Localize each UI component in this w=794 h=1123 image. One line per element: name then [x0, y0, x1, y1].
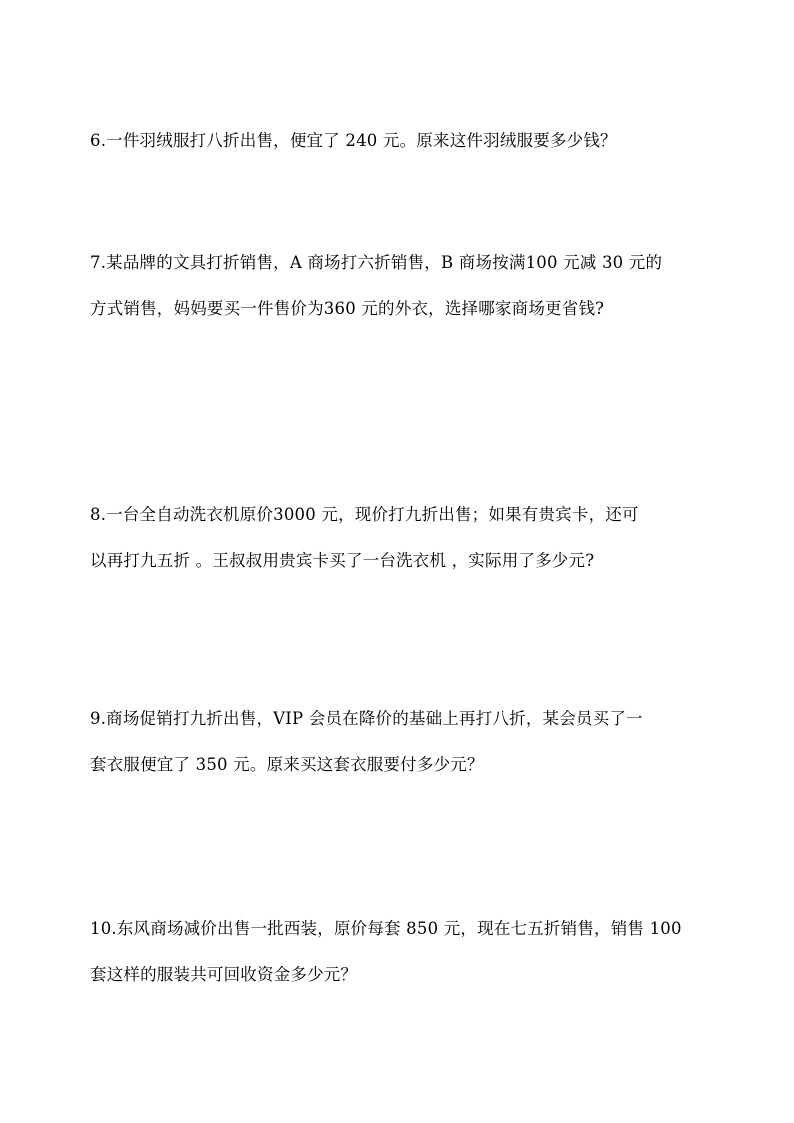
- question-7-line-1: 7.某品牌的文具打折销售，A 商场打六折销售，B 商场按满100 元减 30 元的: [90, 253, 663, 272]
- question-9-line-2: 套衣服便宜了 350 元。原来买这套衣服要付多少元？: [90, 755, 484, 774]
- question-8-line-1: 8.一台全自动洗衣机原价3000 元，现价打九折出售；如果有贵宾卡，还可: [90, 505, 639, 524]
- question-9: [90, 696, 710, 788]
- question-10-line-2: 套这样的服装共可回收资金多少元？: [90, 965, 358, 984]
- question-7: [90, 240, 710, 332]
- question-8: [90, 492, 710, 584]
- question-8-line-2: 以再打九五折 。王叔叔用贵宾卡买了一台洗衣机 ，实际用了多少元?: [90, 551, 595, 570]
- question-10-line-1: 10.东风商场减价出售一批西装，原价每套 850 元，现在七五折销售，销售 100: [90, 919, 682, 938]
- question-7-line-2: 方式销售，妈妈要买一件售价为360 元的外衣，选择哪家商场更省钱?: [90, 299, 605, 318]
- question-9-line-1: 9.商场促销打九折出售，VIP 会员在降价的基础上再打八折，某会员买了一: [90, 709, 643, 728]
- question-6-line-1: 6.一件羽绒服打八折出售，便宜了 240 元。原来这件羽绒服要多少钱？: [90, 131, 617, 150]
- question-6: [90, 118, 710, 164]
- question-10: [90, 906, 710, 998]
